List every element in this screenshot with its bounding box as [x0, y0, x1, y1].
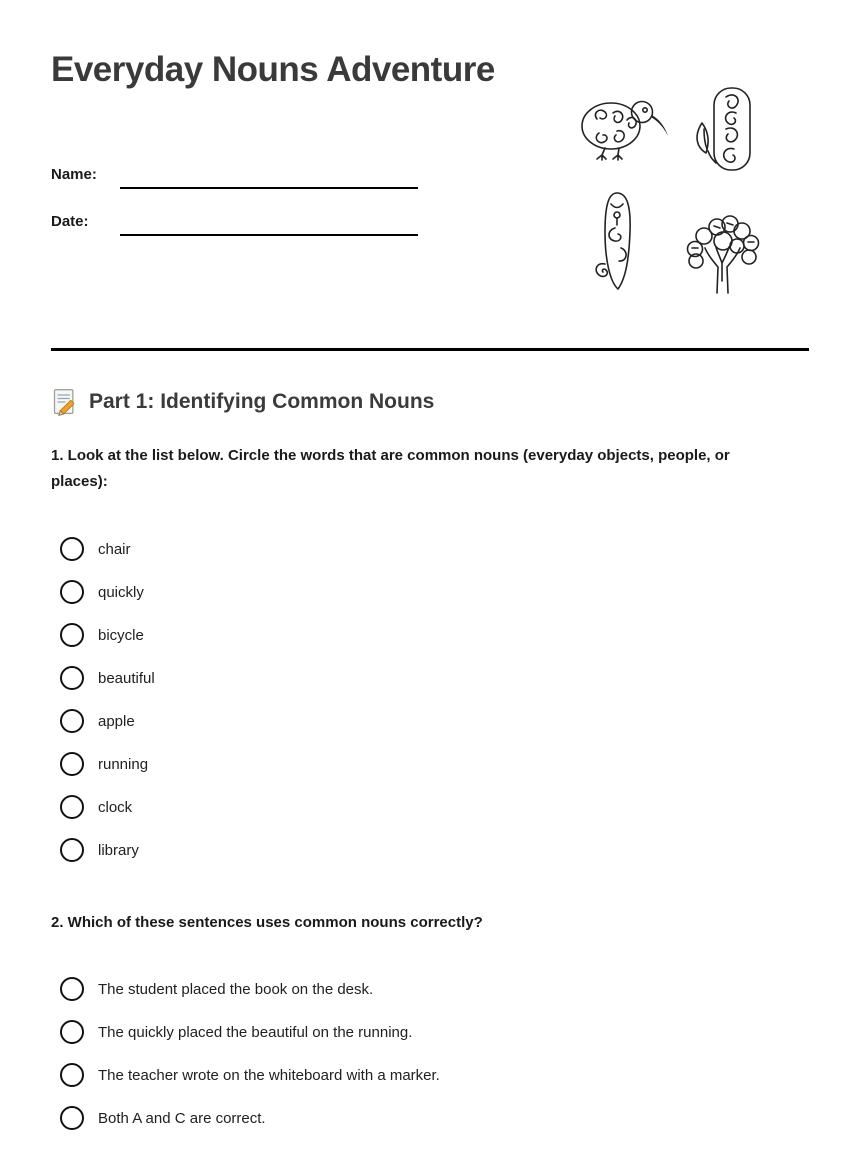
radio-circle[interactable] [60, 1020, 84, 1044]
option-row-running[interactable] [60, 752, 155, 776]
name-input-line[interactable] [120, 187, 418, 189]
option-label: The teacher wrote on the whiteboard with a marker. [98, 1066, 440, 1084]
option-label: clock [98, 798, 133, 816]
option-row-quickly[interactable] [60, 580, 155, 604]
radio-circle[interactable] [60, 838, 84, 862]
part1-heading-text: Part 1: Identifying Common Nouns [89, 390, 435, 413]
option-label: running [98, 755, 149, 773]
option-label: beautiful [98, 669, 155, 687]
radio-circle[interactable] [60, 977, 84, 1001]
memo-pencil-icon [51, 388, 79, 416]
radio-circle[interactable] [60, 623, 84, 647]
option-row-chair[interactable] [60, 537, 155, 561]
radio-circle[interactable] [60, 666, 84, 690]
koru-plant-illustration [688, 85, 763, 180]
question-1-options [60, 537, 155, 881]
option-label: library [98, 841, 139, 859]
option-label: quickly [98, 583, 144, 601]
option-row-beautiful[interactable] [60, 666, 155, 690]
question-1-prompt: 1. Look at the list below. Circle the words that are common nouns (everyday objects, people, or places): [51, 447, 730, 490]
radio-circle[interactable] [60, 795, 84, 819]
kiwi-bird-illustration [575, 93, 670, 161]
option-row-library[interactable] [60, 838, 155, 862]
radio-circle[interactable] [60, 1106, 84, 1130]
radio-circle[interactable] [60, 537, 84, 561]
option-label: The student placed the book on the desk. [98, 980, 374, 998]
option-label: The quickly placed the beautiful on the running. [98, 1023, 413, 1041]
radio-circle[interactable] [60, 580, 84, 604]
question-2-options [60, 977, 440, 1149]
radio-circle[interactable] [60, 709, 84, 733]
option-row-sentence-b[interactable] [60, 1020, 440, 1044]
section-divider [51, 348, 809, 351]
option-row-apple[interactable] [60, 709, 155, 733]
radio-circle[interactable] [60, 1063, 84, 1087]
option-row-sentence-d[interactable] [60, 1106, 440, 1130]
name-label: Name: [51, 166, 97, 183]
worksheet-title: Everyday Nouns Adventure [51, 50, 495, 89]
option-row-bicycle[interactable] [60, 623, 155, 647]
option-row-clock[interactable] [60, 795, 155, 819]
option-row-sentence-a[interactable] [60, 977, 440, 1001]
date-input-line[interactable] [120, 234, 418, 236]
part1-heading [51, 388, 434, 416]
question-2-prompt: 2. Which of these sentences uses common nouns correctly? [51, 914, 483, 931]
decorative-illustrations [575, 85, 813, 297]
option-label: Both A and C are correct. [98, 1109, 266, 1127]
radio-circle[interactable] [60, 752, 84, 776]
option-row-sentence-c[interactable] [60, 1063, 440, 1087]
koru-feather-illustration [593, 190, 638, 292]
option-label: chair [98, 540, 131, 558]
fruit-tree-illustration [683, 203, 763, 295]
option-label: apple [98, 712, 135, 730]
option-label: bicycle [98, 626, 144, 644]
date-label: Date: [51, 213, 89, 230]
